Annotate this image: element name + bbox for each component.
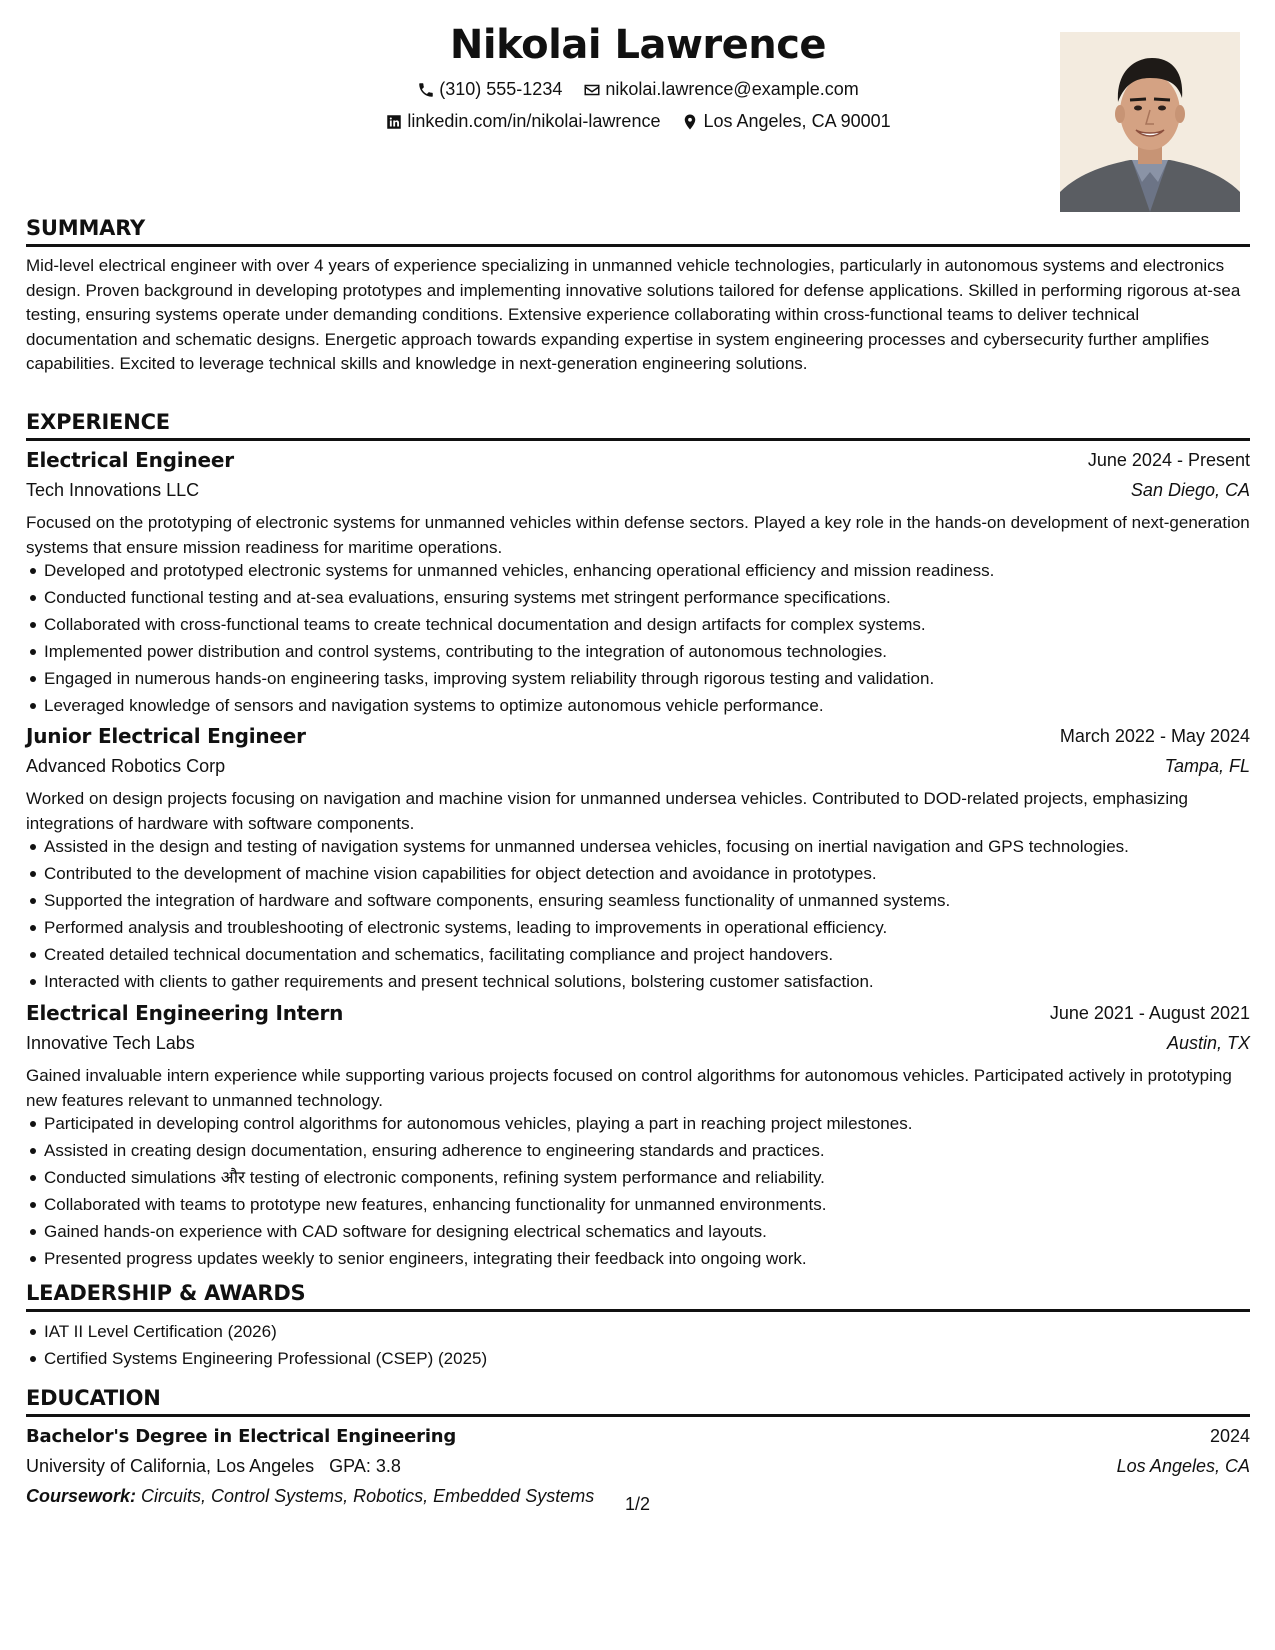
phone-contact: [417, 79, 562, 100]
job-location: Tampa, FL: [1164, 756, 1250, 776]
job-bullets: [26, 1110, 1250, 1272]
job-dates: June 2024 - Present: [1087, 450, 1250, 470]
list-item: Implemented power distribution and control systems, contributing to the integration of autonomous technologies.: [26, 638, 1250, 665]
coursework-label: Coursework:: [26, 1486, 137, 1506]
page-number: 1/2: [624, 1494, 651, 1514]
graduation-year: 2024: [1209, 1426, 1250, 1446]
education-heading: EDUCATION: [26, 1386, 1250, 1417]
candidate-name: Nikolai Lawrence: [449, 22, 827, 68]
linkedin-contact[interactable]: [385, 111, 660, 132]
coursework-list: Circuits, Control Systems, Robotics, Embedded Systems: [141, 1486, 595, 1506]
list-item: Contributed to the development of machine vision capabilities for object detection and avoidance in prototypes.: [26, 860, 1250, 887]
job-dates: June 2021 - August 2021: [1049, 1003, 1250, 1023]
resume-header: [26, 22, 1250, 212]
job-title: Electrical Engineer: [26, 448, 234, 472]
gpa: GPA: 3.8: [329, 1456, 401, 1476]
degree-title: Bachelor's Degree in Electrical Engineering: [26, 1426, 457, 1447]
experience-heading: EXPERIENCE: [26, 410, 1250, 441]
job-company: Advanced Robotics Corp: [26, 756, 226, 776]
list-item: IAT II Level Certification (2026): [26, 1318, 1250, 1345]
job-title: Junior Electrical Engineer: [26, 724, 306, 748]
resume-page: [26, 0, 1250, 1650]
phone-icon: [417, 81, 435, 99]
list-item: Gained hands-on experience with CAD software for designing electrical schematics and layouts.: [26, 1218, 1250, 1245]
job-location: San Diego, CA: [1130, 480, 1250, 500]
email-contact[interactable]: [583, 79, 858, 100]
summary-text: Mid-level electrical engineer with over 4 years of experience specializing in unmanned vehicle technologies, particularly in autonomous systems and electronics design. Proven background in developing prototypes and implementing innovative solutions tailored for defense applications. Skilled in performing rigorous at-sea testing, ensuring systems operate under demanding conditions. Extensive experience collaborating within cross-functional teams to deliver technical documentation and schematic designs. Energetic approach towards expanding expertise in system engineering processes and cybersecurity further amplifies capabilities. Excited to leverage technical skills and knowledge in next-generation engineering solutions.: [26, 256, 1241, 373]
school-name: University of California, Los Angeles: [26, 1456, 315, 1476]
awards-list: [26, 1318, 1250, 1372]
linkedin-url: linkedin.com/in/nikolai-lawrence: [407, 111, 661, 131]
job-location: Austin, TX: [1166, 1033, 1250, 1053]
job-title: Electrical Engineering Intern: [26, 1001, 344, 1025]
list-item: Collaborated with teams to prototype new features, enhancing functionality for unmanned environments.: [26, 1191, 1250, 1218]
email-address: nikolai.lawrence@example.com: [605, 79, 859, 99]
job-description: Gained invaluable intern experience while supporting various projects focused on control algorithms for autonomous vehicles. Participated actively in prototyping new features relevant to unmanned technology.: [26, 1066, 1232, 1110]
job-bullets: [26, 557, 1250, 719]
list-item: Certified Systems Engineering Professional (CSEP) (2025): [26, 1345, 1250, 1372]
phone-number: (310) 555-1234: [439, 79, 563, 99]
list-item: Created detailed technical documentation and schematics, facilitating compliance and project handovers.: [26, 941, 1250, 968]
leadership-heading: LEADERSHIP & AWARDS: [26, 1281, 1250, 1312]
location-text: Los Angeles, CA 90001: [703, 111, 891, 131]
list-item: Assisted in creating design documentation, ensuring adherence to engineering standards and practices.: [26, 1137, 1250, 1164]
job-company: Innovative Tech Labs: [26, 1033, 195, 1053]
list-item: Leveraged knowledge of sensors and navigation systems to optimize autonomous vehicle performance.: [26, 692, 1250, 719]
list-item: Conducted simulations और testing of electronic components, refining system performance and reliability.: [26, 1164, 1250, 1191]
envelope-icon: [583, 81, 601, 99]
list-item: Developed and prototyped electronic systems for unmanned vehicles, enhancing operational efficiency and mission readiness.: [26, 557, 1250, 584]
job-description: Worked on design projects focusing on navigation and machine vision for unmanned undersea vehicles. Contributed to DOD-related projects, emphasizing integrations of hardware with software components.: [26, 789, 1189, 833]
list-item: Supported the integration of hardware and software components, ensuring seamless functionality of unmanned systems.: [26, 887, 1250, 914]
list-item: Assisted in the design and testing of navigation systems for unmanned undersea vehicles, focusing on inertial navigation and GPS technologies.: [26, 833, 1250, 860]
job-bullets: [26, 833, 1250, 995]
job-description: Focused on the prototyping of electronic systems for unmanned vehicles within defense sectors. Played a key role in the hands-on development of next-generation systems that ensure mission readiness for maritime operations.: [26, 513, 1250, 557]
list-item: Presented progress updates weekly to senior engineers, integrating their feedback into ongoing work.: [26, 1245, 1250, 1272]
linkedin-icon: [385, 113, 403, 131]
job-dates: March 2022 - May 2024: [1059, 726, 1250, 746]
location-contact: [681, 111, 890, 132]
list-item: Interacted with clients to gather requirements and present technical solutions, bolstering customer satisfaction.: [26, 968, 1250, 995]
list-item: Performed analysis and troubleshooting of electronic systems, leading to improvements in operational efficiency.: [26, 914, 1250, 941]
list-item: Participated in developing control algorithms for autonomous vehicles, playing a part in reaching project milestones.: [26, 1110, 1250, 1137]
list-item: Conducted functional testing and at-sea evaluations, ensuring systems met stringent performance specifications.: [26, 584, 1250, 611]
school-line: [26, 1456, 401, 1477]
summary-heading: SUMMARY: [26, 216, 1250, 247]
profile-photo: [1060, 32, 1240, 212]
list-item: Collaborated with cross-functional teams to create technical documentation and design artifacts for complex systems.: [26, 611, 1250, 638]
list-item: Engaged in numerous hands-on engineering tasks, improving system reliability through rigorous testing and validation.: [26, 665, 1250, 692]
map-pin-icon: [681, 113, 699, 131]
school-location: Los Angeles, CA: [1116, 1456, 1250, 1476]
job-company: Tech Innovations LLC: [26, 480, 200, 500]
